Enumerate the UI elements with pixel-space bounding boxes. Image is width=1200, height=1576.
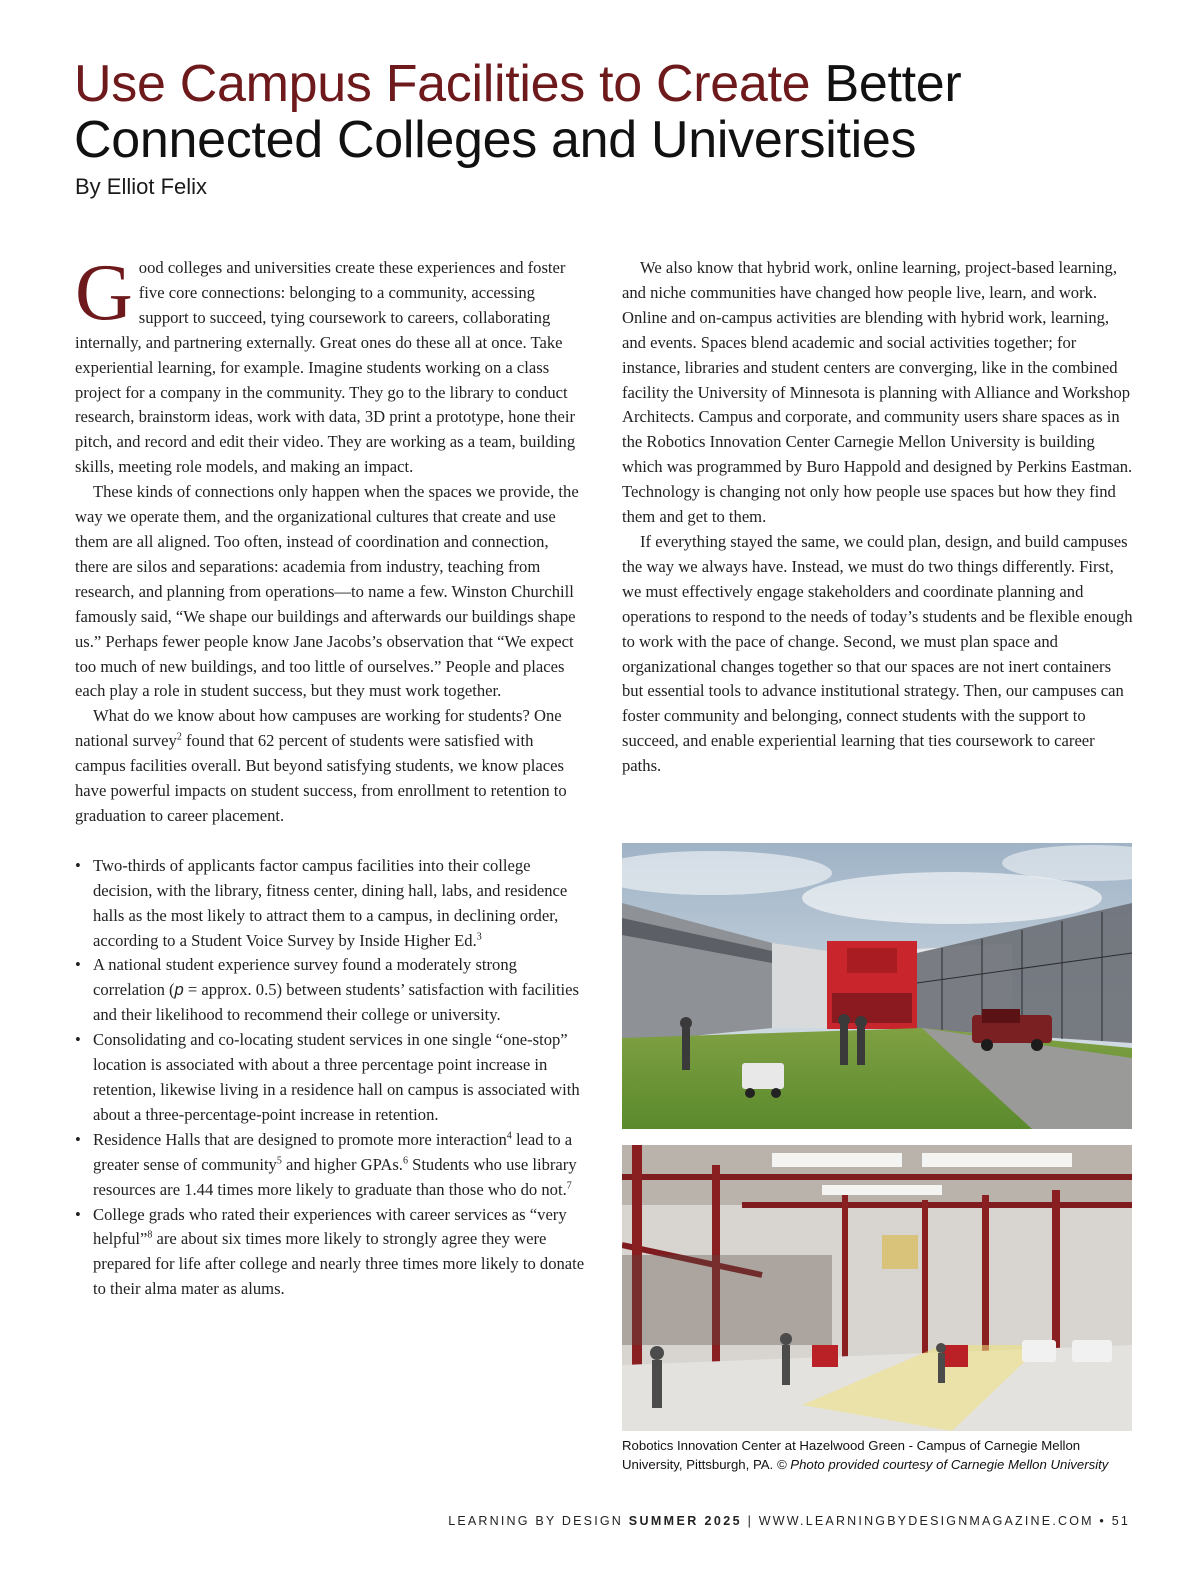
paragraph-plan-differently: If everything stayed the same, we could plan, design, and build campuses the way we always have. Instead, we must do two things differently. First, we must effectively engage stakeholders and coordinate planning and operations to respond to the needs of today’s students and be flexible enough to work with the pace of change. Second, we must plan space and organizational changes together so that our spaces are not inert containers but essential tools to advance institutional strategy. Then, our campuses can foster community and belonging, connect students with the support to succeed, and enable experiential learning that ties coursework to career paths.	[622, 531, 1133, 776]
list-item-text: Residence Halls that are designed to promote more interaction	[93, 1129, 507, 1149]
list-item-text: Students who use library resources are 1.44 times more likely to graduate than those who do not.	[93, 1154, 577, 1199]
exterior-rendering-photo	[622, 843, 1132, 1129]
left-column	[75, 249, 585, 1302]
list-item-text: Two-thirds of applicants factor campus facilities into their college decision, with the library, fitness center, dining hall, labs, and residence halls as the most likely to attract them to a campus, in declining order, according to a Student Voice Survey by Inside Higher Ed.	[93, 855, 568, 950]
paragraph-survey-text-a: What do we know about how campuses are working for students? One national survey	[75, 706, 562, 751]
page-footer	[448, 1514, 1130, 1528]
footnote-ref: 3	[476, 931, 482, 943]
list-item-text: Consolidating and co-locating student services in one single “one-stop” location is associated with about a three percentage point increase in retention, likewise living in a residence hall on campus is associated with about a three-percentage-point increase in retention.	[93, 1030, 580, 1124]
list-item-text: A national student experience survey found a moderately strong correlation (	[93, 955, 517, 1000]
article-title-rest: Better Connected Colleges and Universities	[74, 55, 962, 169]
right-column	[622, 256, 1134, 779]
issue-label: SUMMER 2025	[628, 1514, 742, 1528]
byline: By Elliot Felix	[75, 174, 208, 199]
magazine-url: WWW.LEARNINGBYDESIGNMAGAZINE.COM	[758, 1514, 1094, 1528]
footer-separator: |	[741, 1514, 759, 1528]
list-item	[75, 1128, 585, 1203]
photo-caption-text: Robotics Innovation Center at Hazelwood Green - Campus of Carnegie Mellon University, Pittsburgh, PA.	[622, 1438, 1081, 1472]
p-value-symbol: p	[174, 980, 184, 1000]
footnote-ref: 6	[402, 1155, 408, 1167]
findings-list	[75, 854, 585, 1302]
photo-credit: © Photo provided courtesy of Carnegie Mellon University	[776, 1457, 1109, 1472]
footnote-ref: 8	[147, 1229, 153, 1241]
list-item-text: College grads who rated their experiences with career services as “very helpful”	[93, 1204, 567, 1249]
article-title-accent: Use Campus Facilities to Create	[74, 55, 811, 113]
drop-cap: G	[75, 249, 133, 337]
list-item	[75, 1203, 585, 1303]
magazine-name: LEARNING BY DESIGN	[448, 1514, 629, 1528]
footnote-ref: 2	[176, 731, 182, 743]
exterior-rendering-illustration	[622, 843, 1132, 1129]
list-item-text: are about six times more likely to strongly agree they were prepared for life after college and nearly three times more likely to donate to their alma mater as alums.	[93, 1229, 585, 1299]
list-item-text: = approx. 0.5) between students’ satisfaction with facilities and their likelihood to recommend their college or university.	[93, 980, 579, 1025]
footnote-ref: 4	[506, 1130, 512, 1142]
photo-caption	[622, 1436, 1142, 1474]
paragraph-survey	[75, 704, 585, 829]
interior-rendering-illustration	[622, 1145, 1132, 1431]
intro-paragraph-text: ood colleges and universities create these experiences and foster five core connections: belonging to a community, accessing support to succeed, tying coursework to careers, collaborating internally, and partnering externally. Great ones do these all at once. Take experiential learning, for example. Imagine students working on a class project for a company in the community. They go to the library to conduct research, brainstorm ideas, work with data, 3D print a prototype, hone their pitch, and record and edit their video. They are working as a team, building skills, meeting role models, and making an impact.	[75, 258, 576, 477]
paragraph-survey-text-b: found that 62 percent of students were satisfied with campus facilities overall. But beyond satisfying students, we know places have powerful impacts on student success, from enrollment to retention to graduation to career placement.	[75, 731, 567, 825]
list-item-text: lead to a greater sense of community	[93, 1129, 573, 1174]
list-item-text: and higher GPAs.	[281, 1154, 403, 1174]
interior-rendering-photo	[622, 1145, 1132, 1431]
list-item	[75, 953, 585, 1028]
page-number: 51	[1111, 1514, 1130, 1528]
article-title	[74, 56, 1134, 168]
list-item	[75, 1028, 585, 1128]
list-item	[75, 854, 585, 954]
footer-bullet: •	[1093, 1514, 1112, 1528]
paragraph-hybrid: We also know that hybrid work, online learning, project-based learning, and niche communities have changed how people live, learn, and work. Online and on-campus activities are blending with hybrid work, learning, and events. Spaces blend academic and social activities together; for instance, libraries and student centers are converging, like in the combined facility the University of Minnesota is planning with Alliance and Workshop Architects. Campus and corporate, and community users share spaces as in the Robotics Innovation Center Carnegie Mellon University is building which was programmed by Buro Happold and designed by Perkins Eastman. Technology is changing not only how people use spaces but how they find them and get to them.	[622, 258, 1133, 527]
footnote-ref: 7	[566, 1180, 572, 1192]
paragraph-connections: These kinds of connections only happen when the spaces we provide, the way we operate them, and the organizational cultures that create and use them are all aligned. Too often, instead of coordination and connection, there are silos and separations: academia from industry, teaching from research, and planning from operations—to name a few. Winston Churchill famously said, “We shape our buildings and afterwards our buildings shape us.” Perhaps fewer people know Jane Jacobs’s observation that “We expect too much of new buildings, and too little of ourselves.” People and places each play a role in student success, but they must work together.	[75, 482, 579, 701]
intro-paragraph	[75, 249, 585, 480]
footnote-ref: 5	[276, 1155, 282, 1167]
